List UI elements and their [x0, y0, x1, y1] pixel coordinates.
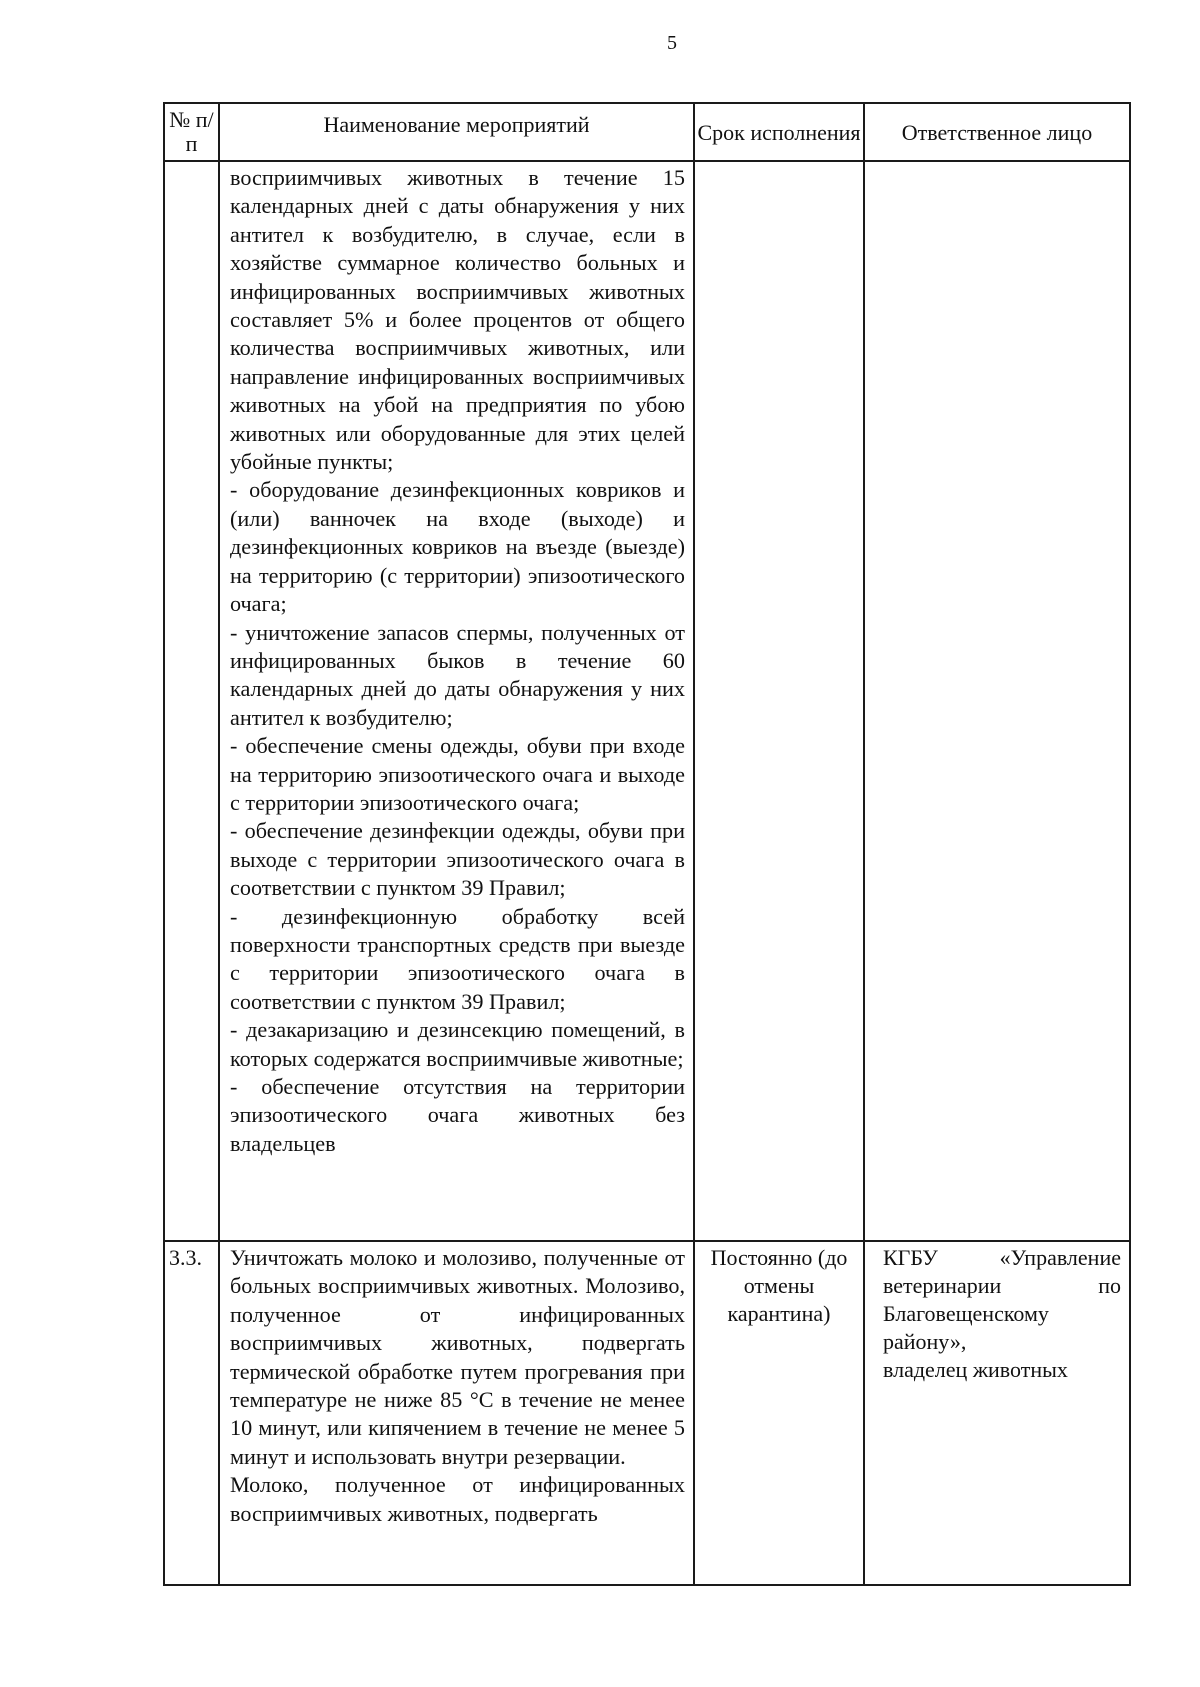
measure-paragraph: - обеспечение отсутствия на территории эпизоотического очага животных без владельцев [230, 1074, 685, 1156]
term-cell [694, 161, 864, 1241]
measure-cell [219, 1241, 694, 1585]
responsible-organization: КГБУ «Управление ветеринарии по Благовещенскому району», [883, 1245, 1121, 1354]
measure-paragraph: - дезинфекционную обработку всей поверхности транспортных средств при выезде с территории эпизоотического очага в соответствии с пунктом 39 Правил; [230, 903, 685, 1014]
row-number [165, 162, 218, 166]
header-name: Наименование мероприятий [219, 103, 694, 161]
measure-paragraph: восприимчивых животных в течение 15 календарных дней с даты обнаружения у них антител к возбудителю, в случае, если в хозяйстве суммарное количество больных и инфицированных восприимчивых животных составляет 5% и более процентов от общего количества восприимчивых животных, или направление инфицированных восприимчивых животных на убой на предприятия по убою животных или оборудованные для этих целей убойные пункты; [230, 165, 685, 475]
responsible-text [865, 162, 1129, 164]
page-number: 5 [667, 32, 677, 54]
row-number: 3.3. [169, 1245, 202, 1270]
table-row [164, 161, 1130, 1241]
term-text [695, 162, 863, 166]
table-row [164, 1241, 1130, 1585]
header-responsible: Ответственное лицо [864, 103, 1130, 161]
header-num: № п/п [164, 103, 219, 161]
measure-paragraph: - обеспечение дезинфекции одежды, обуви при выходе с территории эпизоотического очага в соответствии с пунктом 39 Правил; [230, 818, 685, 901]
row-num-cell [164, 1241, 219, 1585]
responsible-cell [864, 161, 1130, 1241]
term-cell [694, 1241, 864, 1585]
measure-paragraph: Уничтожать молоко и молозиво, полученные от больных восприимчивых животных. Молозиво, полученное от инфицированных восприимчивых животных, подвергать термической обработке путем прогревания при температуре не ниже 85 °С в течение не менее 10 минут, или кипячением в течение не менее 5 минут и использовать внутри резервации. [230, 1245, 685, 1469]
measure-paragraph: - оборудование дезинфекционных ковриков и (или) ванночек на входе (выходе) и дезинфекционных ковриков на въезде (выезде) на территорию (с территории) эпизоотического очага; [230, 477, 685, 617]
term-text: Постоянно (до отмены карантина) [710, 1245, 848, 1326]
table-header-row [164, 103, 1130, 161]
header-term: Срок исполнения [694, 103, 864, 161]
measure-paragraph: Молоко, полученное от инфицированных восприимчивых животных, подвергать [230, 1472, 685, 1526]
measure-paragraph: - уничтожение запасов спермы, полученных от инфицированных быков в течение 60 календарных дней до даты обнаружения у них антител к возбудителю; [230, 619, 685, 730]
row-num-cell [164, 161, 219, 1241]
responsible-cell [864, 1241, 1130, 1585]
measure-paragraph: - обеспечение смены одежды, обуви при входе на территорию эпизоотического очага и выходе с территории эпизоотического очага; [230, 733, 685, 815]
measure-cell [219, 161, 694, 1241]
measure-paragraph: - дезакаризацию и дезинсекцию помещений, в которых содержатся восприимчивые животные; [230, 1017, 685, 1071]
measures-table [163, 102, 1131, 1586]
responsible-owner: владелец животных [883, 1357, 1068, 1382]
